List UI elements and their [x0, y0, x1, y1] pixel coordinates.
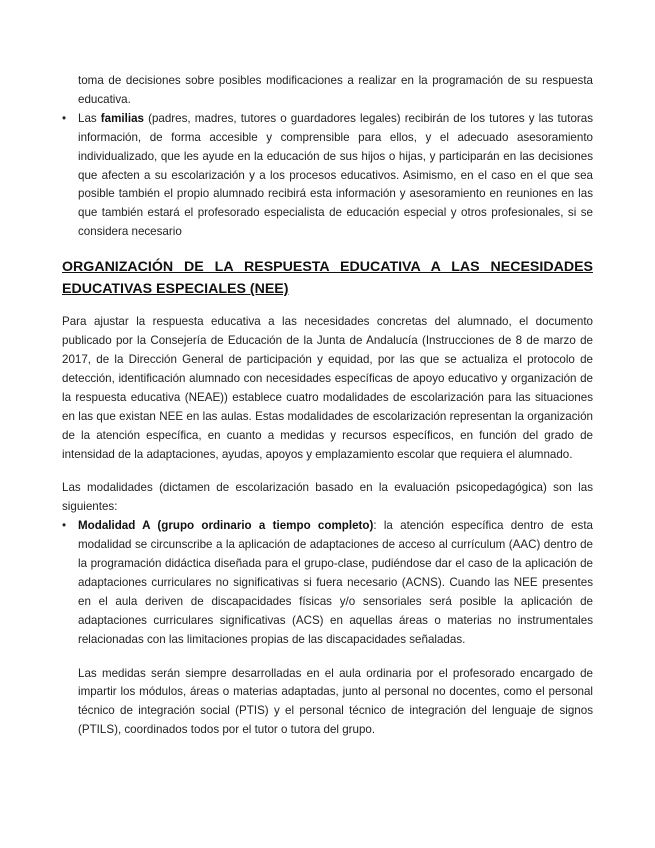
- families-bullet-item: [62, 110, 593, 242]
- bullet-dot-icon: •: [62, 519, 67, 533]
- paragraph-modalidades-intro: Las modalidades (dictamen de escolarización basado en la evaluación psicopedagógica) son las siguientes:: [62, 481, 593, 514]
- families-bullet-list: [62, 110, 593, 242]
- modalidad-a-bullet-item: [62, 517, 593, 649]
- paragraph-instructions: Para ajustar la respuesta educativa a las necesidades concretas del alumnado, el documento publicado por la Consejería de Educación de la Junta de Andalucía (Instrucciones de 8 de marzo de 2017, de la Dirección General de participación y equidad, por las que se actualiza el protocolo de detección, identificación alumnado con necesidades específicas de apoyo educativo y organización de la respuesta educativa (NEAE)) establece cuatro modalidades de escolarización para las situaciones en las que existan NEE en las aulas. Estas modalidades de escolarización representan la organización de la atención específica, en cuanto a medidas y recursos específicos, en función del grado de intensidad de la adaptaciones, ayudas, apoyos y emplazamiento escolar que requiera el alumnado.: [62, 315, 593, 461]
- modalidad-a-text: : la atención específica dentro de esta modalidad se circunscribe a la aplicación de adaptaciones de acceso al currículum (AAC) dentro de la programación didáctica diseñada para el grupo-clase, pudiéndose dar el caso de la aplicación de adaptaciones curriculares no significativas si fuera necesario (ACNS). Cuando las NEE presentes en el aula deriven de discapacidades físicas y/o sensoriales será posible la aplicación de adaptaciones curriculares significativas (ACS) en aquellas áreas o materias no instrumentales relacionadas con las limitaciones propias de las discapacidades señaladas.: [78, 519, 593, 646]
- modalidad-a-followup-paragraph: Las medidas serán siempre desarrolladas en el aula ordinaria por el profesorado encargado de impartir los módulos, áreas o materias adaptadas, junto al personal no docentes, como el personal técnico de integración social (PTIS) y el personal técnico de integración del lenguaje de signos (PTILS), coordinados todos por el tutor o tutora del grupo.: [78, 666, 593, 737]
- document-page: [62, 72, 593, 740]
- families-paragraph: [78, 110, 593, 242]
- families-text: (padres, madres, tutores o guardadores legales) recibirán de los tutores y las tutoras información, de forma accesible y comprensible para ellos, y el adecuado asesoramiento individualizado, que les ayude en la educación de sus hijos o hijas, y participarán en las decisiones que afecten a su escolarización y a los procesos educativos. Asimismo, en el caso en el que sea posible también el propio alumnado recibirá esta información y asesoramiento en reuniones en las que también estará el profesorado especialista de educación especial y otros profesionales, si se considera necesario: [78, 111, 593, 239]
- families-bold-term: familias: [100, 111, 144, 125]
- section-heading: ORGANIZACIÓN DE LA RESPUESTA EDUCATIVA A LAS NECESIDADES EDUCATIVAS ESPECIALES (NEE): [62, 259, 593, 298]
- bullet-dot-icon: •: [62, 111, 67, 125]
- families-prefix: Las: [78, 111, 101, 125]
- modalidad-a-bold-title: Modalidad A (grupo ordinario a tiempo completo): [78, 519, 374, 533]
- modalidad-a-paragraph: [78, 517, 593, 649]
- intro-continuation-paragraph: toma de decisiones sobre posibles modificaciones a realizar en la programación de su respuesta educativa.: [78, 74, 593, 106]
- modalidades-bullet-list: [62, 517, 593, 649]
